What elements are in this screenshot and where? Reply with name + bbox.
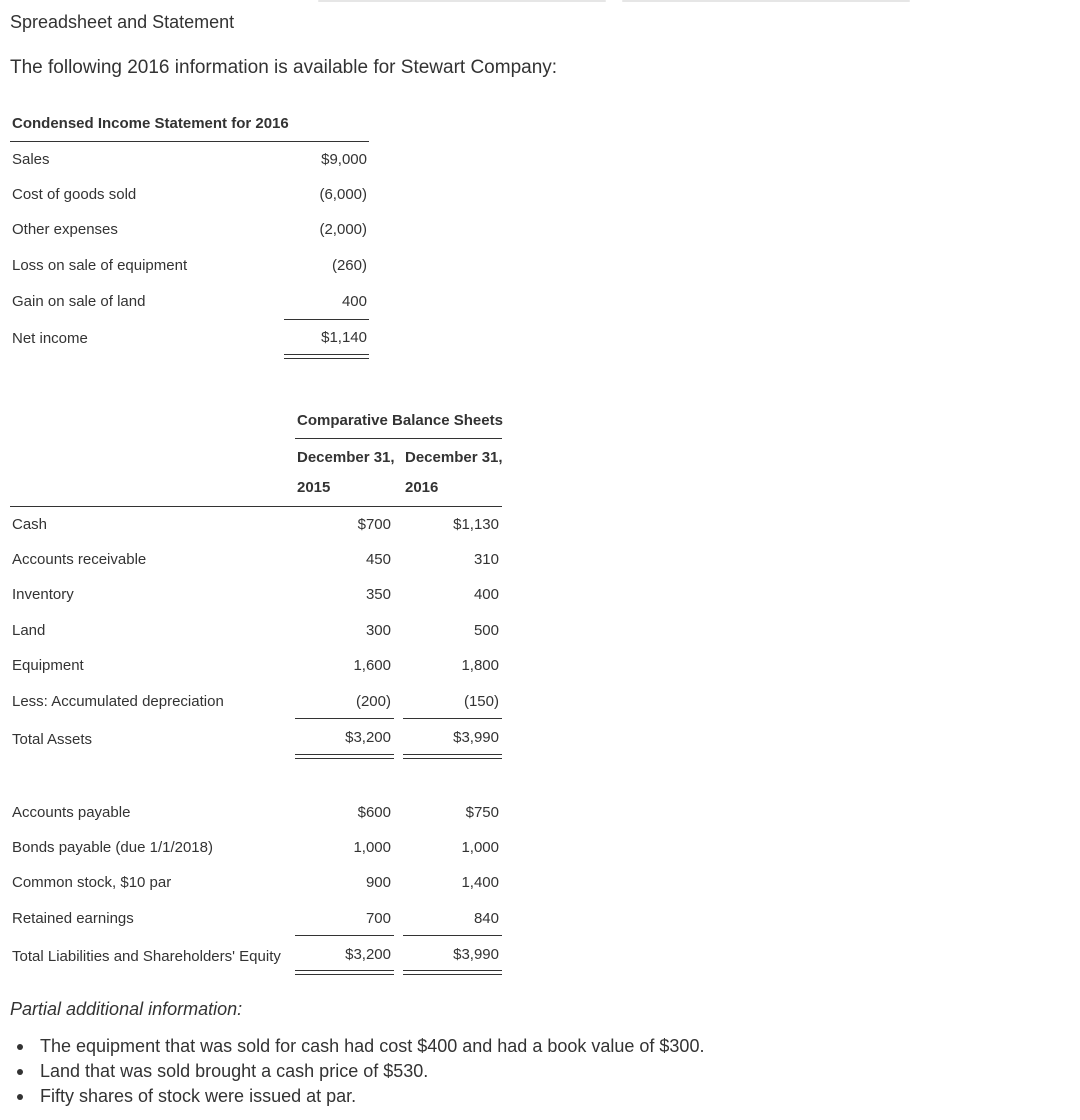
value-2015: 900 <box>365 874 391 891</box>
col-2016-year: 2016 <box>405 479 439 496</box>
additional-info-title: Partial additional information: <box>10 999 243 1019</box>
double-rule <box>284 354 369 359</box>
row-label: Land <box>12 622 46 639</box>
value-2016: 1,400 <box>461 874 499 891</box>
subtotal-rule <box>403 718 502 719</box>
top-divider <box>622 0 910 2</box>
value-2016: 400 <box>473 586 499 603</box>
row-label: Equipment <box>12 657 84 674</box>
row-label: Sales <box>12 151 50 168</box>
header-rule <box>10 506 502 507</box>
value-2016: (150) <box>463 693 499 710</box>
row-label: Cost of goods sold <box>12 186 137 203</box>
top-divider <box>318 0 606 2</box>
double-rule <box>403 970 502 975</box>
value-2015: (200) <box>355 693 391 710</box>
row-value: (6,000) <box>319 186 367 203</box>
intro-text: The following 2016 information is available for Stewart Company: <box>10 57 558 78</box>
list-item-text: Land that was sold brought a cash price of $530. <box>40 1061 429 1081</box>
value-2016: 840 <box>473 910 499 927</box>
row-label: Cash <box>12 516 48 533</box>
row-label: Inventory <box>12 586 74 603</box>
balance-sheet-title: Comparative Balance Sheets <box>297 412 503 429</box>
list-item-text: Fifty shares of stock were issued at par. <box>40 1086 357 1106</box>
total-liabilities-2015: $3,200 <box>345 946 391 963</box>
double-rule <box>403 754 502 759</box>
row-value: (260) <box>331 257 367 274</box>
row-value: (2,000) <box>319 221 367 238</box>
bullet-icon <box>17 1044 23 1050</box>
value-2016: 1,800 <box>461 657 499 674</box>
subtotal-rule <box>403 935 502 936</box>
total-liabilities-equity-label: Total Liabilities and Shareholders' Equity <box>12 948 281 965</box>
col-2015-year: 2015 <box>297 479 331 496</box>
row-label: Gain on sale of land <box>12 293 146 310</box>
row-label: Bonds payable (due 1/1/2018) <box>12 839 213 856</box>
header-rule <box>295 438 502 439</box>
row-label: Accounts receivable <box>12 551 147 568</box>
double-rule <box>295 754 394 759</box>
list-item <box>10 1034 704 1059</box>
double-rule <box>295 970 394 975</box>
value-2016: $1,130 <box>453 516 499 533</box>
list-item-text: The equipment that was sold for cash had cost $400 and had a book value of $300. <box>40 1036 705 1056</box>
value-2016: $750 <box>465 804 499 821</box>
row-label: Other expenses <box>12 221 118 238</box>
value-2015: 1,600 <box>353 657 391 674</box>
income-statement-title: Condensed Income Statement for 2016 <box>12 115 289 132</box>
value-2016: 500 <box>473 622 499 639</box>
header-rule <box>10 141 369 142</box>
subtotal-rule <box>284 319 369 320</box>
col-2016-header: December 31, <box>405 449 503 466</box>
bullet-icon <box>17 1069 23 1075</box>
additional-info-list <box>10 1034 704 1109</box>
value-2015: $600 <box>357 804 391 821</box>
value-2016: 1,000 <box>461 839 499 856</box>
page-title: Spreadsheet and Statement <box>10 12 235 32</box>
row-label: Loss on sale of equipment <box>12 257 188 274</box>
total-assets-2015: $3,200 <box>345 729 391 746</box>
list-item <box>10 1059 704 1084</box>
row-label: Common stock, $10 par <box>12 874 172 891</box>
row-label: Retained earnings <box>12 910 134 927</box>
value-2015: 450 <box>365 551 391 568</box>
list-item <box>10 1084 704 1109</box>
value-2016: 310 <box>473 551 499 568</box>
value-2015: 1,000 <box>353 839 391 856</box>
subtotal-rule <box>295 935 394 936</box>
subtotal-rule <box>295 718 394 719</box>
row-label: Accounts payable <box>12 804 131 821</box>
total-liabilities-2016: $3,990 <box>453 946 499 963</box>
col-2015-header: December 31, <box>297 449 395 466</box>
net-income-value: $1,140 <box>321 329 367 346</box>
row-label: Less: Accumulated depreciation <box>12 693 224 710</box>
value-2015: 700 <box>365 910 391 927</box>
total-assets-2016: $3,990 <box>453 729 499 746</box>
value-2015: 350 <box>365 586 391 603</box>
bullet-icon <box>17 1094 23 1100</box>
value-2015: 300 <box>365 622 391 639</box>
net-income-label: Net income <box>12 330 88 347</box>
value-2015: $700 <box>357 516 391 533</box>
row-value: $9,000 <box>321 151 367 168</box>
total-assets-label: Total Assets <box>12 731 93 748</box>
row-value: 400 <box>341 293 367 310</box>
